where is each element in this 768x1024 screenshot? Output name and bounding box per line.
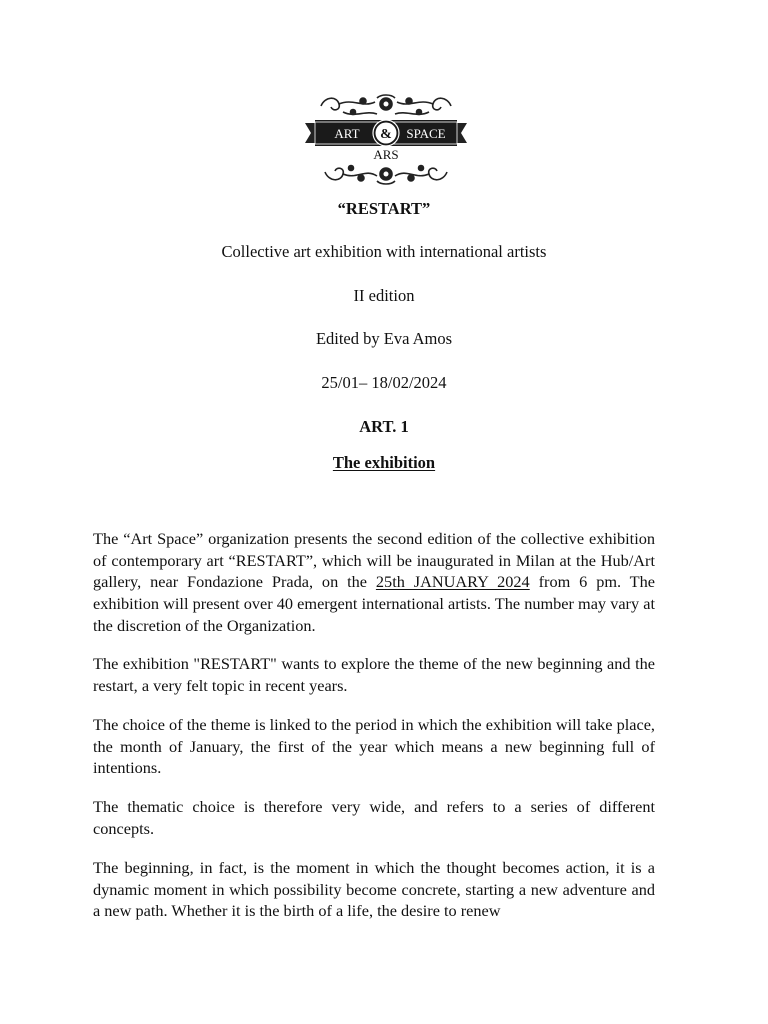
paragraph-4: The thematic choice is therefore very wide, and refers to a series of different concepts. <box>93 797 655 838</box>
editor-line: Edited by Eva Amos <box>315 329 453 348</box>
art-space-logo <box>303 92 469 186</box>
paragraph-3: The choice of the theme is linked to the period in which the exhibition will take place, the month of January, the first of the year which means a new beginning full of intentions. <box>93 715 655 778</box>
paragraph-1-text-b: from 6 pm. The exhibition will present over 40 emergent international artists. The number may vary at the discretion of the Organization. <box>93 572 655 635</box>
document-subtitle: Collective art exhibition with international artists <box>221 242 547 261</box>
logo-left-word: ART <box>334 126 360 141</box>
logo-ribbon-banner <box>305 120 467 146</box>
logo-ampersand: & <box>380 127 392 142</box>
inauguration-date: 25th JANUARY 2024 <box>375 572 530 592</box>
article-number: ART. 1 <box>359 417 409 436</box>
article-title: The exhibition <box>332 453 436 472</box>
top-floral-ornament <box>321 95 451 115</box>
logo-right-word: SPACE <box>406 126 446 141</box>
paragraph-1-text-a: The “Art Space” organization presents the second edition of the collective exhibition of contemporary art “RESTART”, which will be inaugurated in Milan at the Hub/Art gallery, near Fondazione Prada, on the <box>93 529 655 592</box>
paragraph-2: The exhibition "RESTART" wants to explore the theme of the new beginning and the restart, a very felt topic in recent years. <box>93 654 655 695</box>
edition-line: II edition <box>353 286 415 305</box>
document-title: “RESTART” <box>337 199 431 218</box>
paragraph-1 <box>93 528 655 637</box>
paragraph-5: The beginning, in fact, is the moment in which the thought becomes action, it is a dynamic moment in which possibility become concrete, starting a new adventure and a new path. Whether it is the birth of a life, the desire to renew <box>93 858 655 921</box>
date-range: 25/01– 18/02/2024 <box>321 373 447 392</box>
logo-bottom-word: ARS <box>373 147 399 162</box>
bottom-floral-ornament <box>325 166 447 185</box>
